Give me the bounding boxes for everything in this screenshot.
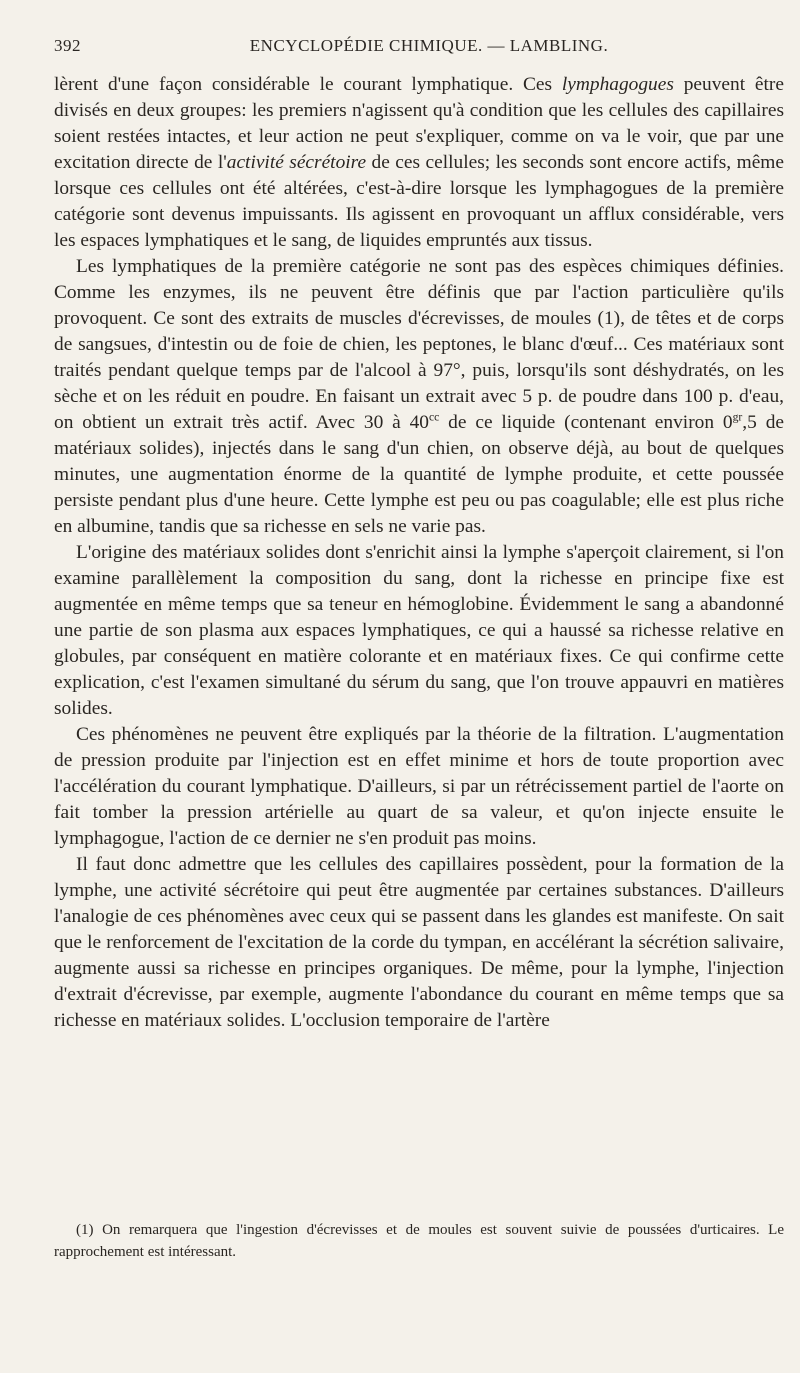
italic-term: lymphagogues: [561, 74, 674, 95]
paragraph-3: L'origine des matériaux solides dont s'enrichit ainsi la lymphe s'aperçoit clairement, si l'on examine parallèlement la composition du sang, dont la richesse en principe fixe est augmentée en même temps que sa teneur en hémoglobine. Évidemment le sang a abandonné une partie de son plasma aux espaces lymphatiques, ce qui a haussé sa richesse relative en globules, par conséquent en matière colorante et en matériaux fixes. Ce qui confirme cette explication, c'est l'examen simultané du sérum du sang, que l'on trouve appauvri en matières solides.: [54, 542, 784, 719]
unit-superscript: gr: [732, 410, 743, 424]
paragraph-1: lèrent d'une façon considérable le courant lymphatique. Ces lymphagogues peuvent être divisés en deux groupes: les premiers n'agissent qu'à condition que les cellules des capillaires soient restées intactes, et leur action ne peut s'expliquer, comme on va le voir, que par une excitation directe de l'activité sécrétoire de ces cellules; les seconds sont encore actifs, même lorsque ces cellules ont été altérées, c'est-à-dire lorsque les lymphagogues de la première catégorie sont devenus impuissants. Ils agissent en provoquant un afflux considérable, vers les espaces lymphatiques et le sang, de liquides empruntés aux tissus.: [54, 74, 784, 251]
page-header: [54, 36, 774, 62]
page-number: 392: [54, 36, 81, 55]
footnote-text: (1) On remarquera que l'ingestion d'écrevisses et de moules est souvent suivie de poussées d'urticaires. Le rapprochement est intéressant.: [54, 1222, 784, 1260]
body-text: [54, 72, 784, 1034]
paragraph-2: Les lymphatiques de la première catégorie ne sont pas des espèces chimiques définies. Comme les enzymes, ils ne peuvent être définis que par l'action particulière qu'ils provoquent. Ce sont des extraits de muscles d'écrevisses, de moules (1), de têtes et de corps de sangsues, d'intestin ou de foie de chien, les peptones, le blanc d'œuf... Ces matériaux sont traités pendant quelque temps par de l'alcool à 97°, puis, lorsqu'ils sont déshydratés, on les sèche et on les réduit en poudre. En faisant un extrait avec 5 p. de poudre dans 100 p. d'eau, on obtient un extrait très actif. Avec 30 à $40^{cc}$ de ce liquide (contenant environ $0^{gr},5$ de matériaux solides), injectés dans le sang d'un chien, on observe déjà, au bout de quelques minutes, une augmentation énorme de la quantité de lymphe produite, et cette poussée persiste pendant plus d'une heure. Cette lymphe est peu ou pas coagulable; elle est plus riche en albumine, tandis que sa richesse en sels ne varie pas.: [54, 256, 785, 537]
paragraph-5: Il faut donc admettre que les cellules des capillaires possèdent, pour la formation de la lymphe, une activité sécrétoire qui peut être augmentée par certaines substances. D'ailleurs l'analogie de ces phénomènes avec ceux qui se passent dans les glandes est manifeste. On sait que le renforcement de l'excitation de la corde du tympan, en accélérant la sécrétion salivaire, augmente aussi sa richesse en principes organiques. De même, pour la lymphe, l'injection d'extrait d'écrevisse, par exemple, augmente l'abondance du courant en même temps que sa richesse en matériaux solides. L'occlusion temporaire de l'artère: [54, 854, 784, 1031]
footnote: [54, 1219, 784, 1263]
running-head: ENCYCLOPÉDIE CHIMIQUE. — LAMBLING.: [249, 36, 609, 55]
unit-superscript: cc: [428, 410, 440, 424]
paragraph-4: Ces phénomènes ne peuvent être expliqués par la théorie de la filtration. L'augmentation de pression produite par l'injection est en effet minime et hors de toute proportion avec l'accélération du courant lymphatique. D'ailleurs, si par un rétrécissement partiel de l'aorte on fait tomber la pression artérielle au quart de sa valeur, et qu'on injecte ensuite le lymphagogue, l'action de ce dernier ne s'en produit pas moins.: [54, 724, 784, 849]
italic-term: activité sécrétoire: [226, 152, 367, 173]
